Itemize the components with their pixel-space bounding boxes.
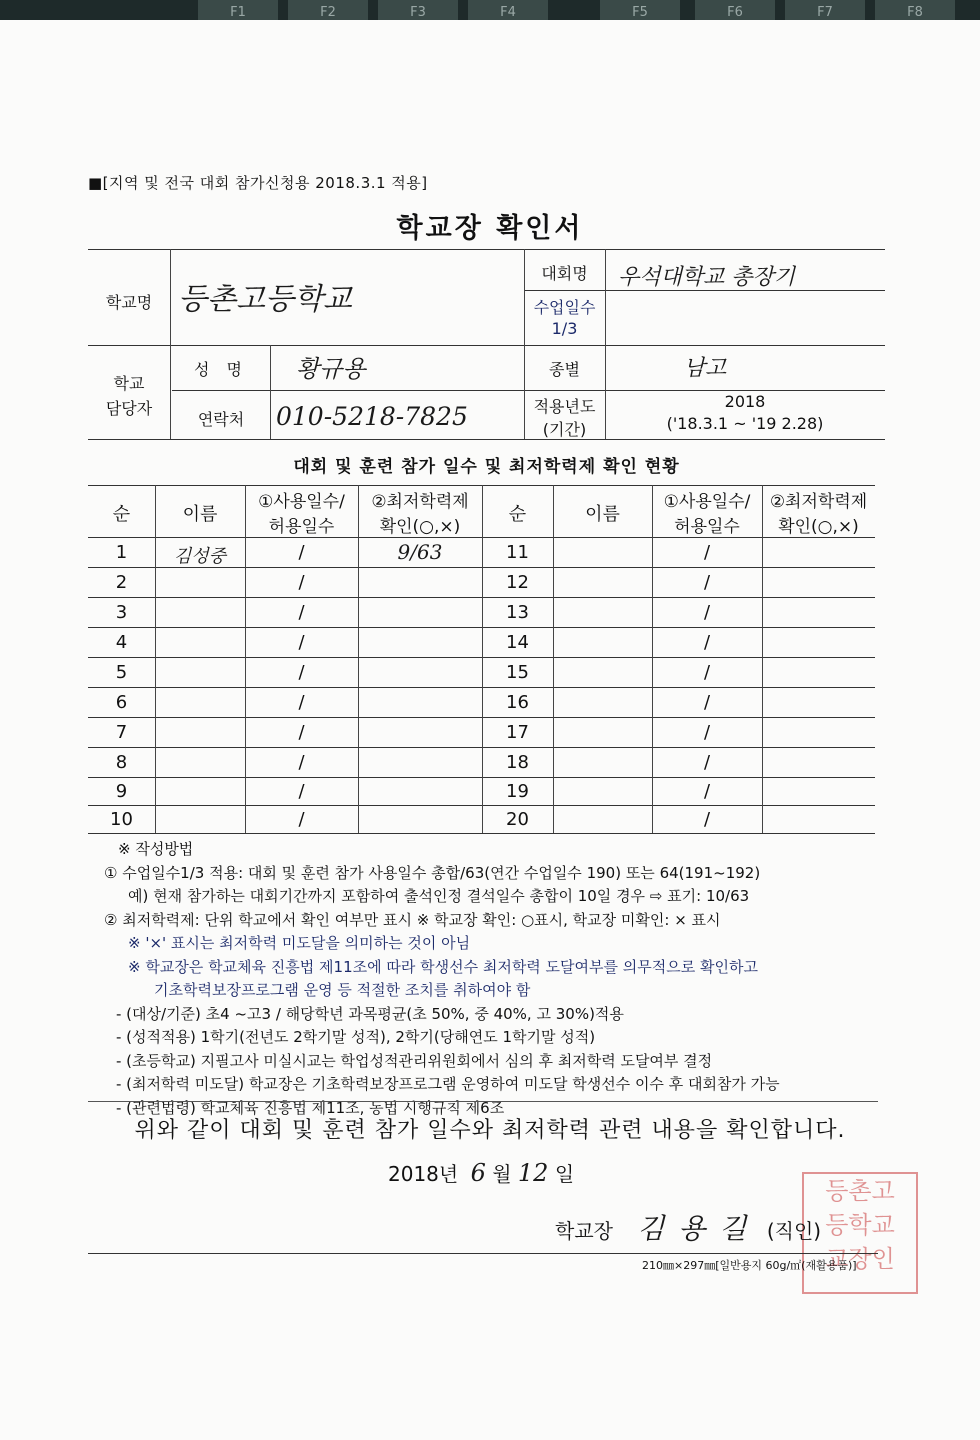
row-seq: 1 bbox=[115, 542, 128, 563]
row-used: / bbox=[298, 809, 305, 830]
table-border bbox=[358, 485, 359, 833]
gender-label: 종별 bbox=[549, 360, 580, 379]
class-days-label: 수업일수 bbox=[533, 298, 596, 317]
note-line: ※ '×' 표시는 최저학력 미도달을 의미하는 것이 아님 bbox=[128, 934, 471, 952]
row-seq: 16 bbox=[506, 692, 529, 713]
row-used: / bbox=[703, 602, 711, 623]
row-seq: 12 bbox=[506, 572, 529, 593]
note-line: - (대상/기준) 초4 ~고3 / 해당학년 과목평균(초 50%, 중 40%, 고 30%)적용 bbox=[116, 1004, 624, 1023]
function-key: F5 bbox=[600, 0, 680, 20]
row-used: / bbox=[298, 692, 305, 713]
header-used-days: ①사용일수/ bbox=[258, 492, 345, 512]
table-border bbox=[88, 833, 875, 834]
row-seq: 17 bbox=[506, 722, 529, 743]
row-used: / bbox=[298, 722, 305, 743]
competition-value: 우석대학교 총장기 bbox=[618, 265, 796, 290]
note-line: ② 최저학력제: 단위 학교에서 확인 여부만 표시 ※ 학교장 확인: ○표시, 학교장 미확인: × 표시 bbox=[104, 910, 721, 929]
principal-signature-line bbox=[555, 1207, 821, 1247]
row-seq: 5 bbox=[115, 662, 128, 683]
row-seq: 20 bbox=[506, 809, 529, 830]
issue-date bbox=[388, 1158, 574, 1187]
row-used: / bbox=[703, 542, 711, 563]
row-seq: 19 bbox=[506, 781, 529, 802]
date-month-label: 월 bbox=[492, 1162, 512, 1186]
note-line: ① 수업일수1/3 적용: 대회 및 훈련 참가 사용일수 총합/63(연간 수업일수 190) 또는 64(191~192) bbox=[104, 863, 761, 882]
row-seq: 13 bbox=[506, 602, 529, 623]
header-min-academic: ②최저학력제 bbox=[371, 492, 469, 512]
footer-divider bbox=[88, 1253, 878, 1254]
document-title: 학교장 확인서 bbox=[396, 213, 584, 244]
class-days-ratio: 1/3 bbox=[551, 319, 578, 338]
row-used: / bbox=[298, 632, 305, 653]
header-seq: 순 bbox=[508, 504, 527, 525]
seal-text: 교장인 bbox=[825, 1245, 895, 1273]
table-border bbox=[553, 485, 554, 833]
header-note: ■[지역 및 전국 대회 참가신청용 2018.3.1 적용] bbox=[88, 174, 428, 192]
row-seq: 10 bbox=[110, 809, 133, 830]
table-border bbox=[88, 345, 885, 346]
row-seq: 11 bbox=[506, 542, 529, 563]
row-seq: 9 bbox=[115, 781, 128, 802]
row-used: / bbox=[298, 572, 305, 593]
row-name: 김성중 bbox=[173, 546, 227, 567]
row-seq: 6 bbox=[115, 692, 128, 713]
header-min-academic: ②최저학력제 bbox=[769, 492, 868, 512]
header-allowed-days: 허용일수 bbox=[268, 517, 335, 537]
note-line: 예) 현재 참가하는 대회기간까지 포함하여 출석인정 결석일수 총합이 10일 경우 ⇨ 표기: 10/63 bbox=[128, 887, 750, 905]
row-used: / bbox=[298, 752, 305, 773]
competition-label: 대회명 bbox=[541, 264, 588, 283]
function-key: F4 bbox=[468, 0, 548, 20]
row-seq: 4 bbox=[115, 632, 128, 653]
table-border bbox=[170, 249, 171, 439]
seal-text: 등학교 bbox=[825, 1211, 895, 1239]
row-used: / bbox=[703, 572, 711, 593]
function-key: F2 bbox=[288, 0, 368, 20]
teacher-label-2: 담당자 bbox=[105, 399, 153, 418]
function-key: F3 bbox=[378, 0, 458, 20]
name-label: 성 명 bbox=[194, 360, 248, 379]
row-seq: 2 bbox=[115, 572, 128, 593]
instructions bbox=[104, 838, 904, 1120]
row-used: / bbox=[703, 752, 711, 773]
header-confirm: 확인(○,×) bbox=[379, 517, 461, 537]
row-used: / bbox=[703, 632, 711, 653]
keyboard-strip bbox=[0, 0, 980, 20]
header-confirm: 확인(○,×) bbox=[778, 517, 859, 537]
table-border bbox=[155, 485, 156, 833]
principal-signature: 김용길 bbox=[637, 1212, 761, 1245]
year-label: 적용년도 bbox=[533, 397, 596, 416]
status-title: 대회 및 훈련 참가 일수 및 최저학력제 확인 현황 bbox=[293, 457, 680, 477]
year-value: 2018 bbox=[724, 392, 766, 411]
contact-value: 010-5218-7825 bbox=[276, 402, 468, 431]
table-border bbox=[270, 345, 271, 439]
row-seq: 3 bbox=[115, 602, 128, 623]
school-value: 등촌고등학교 bbox=[178, 282, 352, 317]
row-used: / bbox=[703, 722, 711, 743]
row-seq: 15 bbox=[506, 662, 529, 683]
date-year: 2018년 bbox=[388, 1162, 459, 1186]
date-day-label: 일 bbox=[554, 1162, 575, 1186]
function-key: F8 bbox=[875, 0, 955, 20]
note-line: - (초등학교) 지필고사 미실시교는 학업성적관리위원회에서 심의 후 최저학력 도달여부 결정 bbox=[116, 1051, 713, 1070]
table-border bbox=[88, 249, 885, 250]
note-line: - (성적적용) 1학기(전년도 2학기말 성적), 2학기(당해연도 1학기말 성적) bbox=[116, 1028, 596, 1046]
row-confirm: 9/63 bbox=[397, 540, 443, 564]
table-border bbox=[762, 485, 763, 833]
table-border bbox=[172, 390, 885, 391]
header-seq: 순 bbox=[112, 504, 131, 525]
note-line: ※ 작성방법 bbox=[118, 840, 194, 858]
row-used: / bbox=[703, 692, 711, 713]
row-seq: 7 bbox=[115, 722, 128, 743]
function-key: F1 bbox=[198, 0, 278, 20]
row-seq: 14 bbox=[506, 632, 529, 653]
header-name: 이름 bbox=[585, 504, 620, 525]
teacher-label: 학교 bbox=[113, 374, 145, 393]
confirm-statement: 위와 같이 대회 및 훈련 참가 일수와 최저학력 관련 내용을 확인합니다. bbox=[134, 1118, 846, 1143]
row-used: / bbox=[298, 662, 305, 683]
function-key: F7 bbox=[785, 0, 865, 20]
header-name: 이름 bbox=[182, 504, 218, 525]
function-key: F6 bbox=[695, 0, 775, 20]
date-month: 6 bbox=[470, 1159, 486, 1187]
note-line: ※ 학교장은 학교체육 진흥법 제11조에 따라 학생선수 최저학력 도달여부를 의무적으로 확인하고 bbox=[128, 957, 758, 976]
row-used: / bbox=[298, 542, 305, 563]
row-seq: 18 bbox=[506, 752, 529, 773]
header-used-days: ①사용일수/ bbox=[663, 492, 751, 512]
contact-label: 연락처 bbox=[197, 410, 245, 429]
note-line: - (최저학력 미도달) 학교장은 기초학력보장프로그램 운영하여 미도달 학생선수 이수 후 대회참가 가능 bbox=[116, 1075, 780, 1093]
row-used: / bbox=[298, 781, 305, 802]
note-line: 기초학력보장프로그램 운영 등 적절한 조치를 취하여야 함 bbox=[154, 981, 531, 999]
principal-label: 학교장 bbox=[555, 1219, 613, 1243]
seal-label: (직인) bbox=[766, 1219, 822, 1243]
row-used: / bbox=[703, 809, 711, 830]
date-day: 12 bbox=[517, 1159, 549, 1187]
note-line: - (관련법령) 학교체육 진흥법 제11조, 동법 시행규칙 제6조 bbox=[116, 1098, 505, 1117]
year-period: ('18.3.1 ~ '19 2.28) bbox=[666, 414, 824, 433]
gender-value: 남고 bbox=[683, 356, 727, 381]
name-value: 황규용 bbox=[296, 355, 366, 383]
row-used: / bbox=[703, 781, 711, 802]
seal-text: 등촌고 bbox=[825, 1177, 895, 1205]
row-used: / bbox=[703, 662, 711, 683]
paper-spec: 210㎜×297㎜[일반용지 60g/㎡(재활용품)] bbox=[642, 1259, 857, 1272]
row-used: / bbox=[298, 602, 305, 623]
table-border bbox=[88, 439, 885, 440]
row-seq: 8 bbox=[115, 752, 128, 773]
school-label: 학교명 bbox=[105, 293, 153, 312]
section-divider bbox=[88, 1101, 878, 1102]
year-label-2: (기간) bbox=[542, 420, 587, 439]
header-allowed-days: 허용일수 bbox=[674, 517, 740, 537]
